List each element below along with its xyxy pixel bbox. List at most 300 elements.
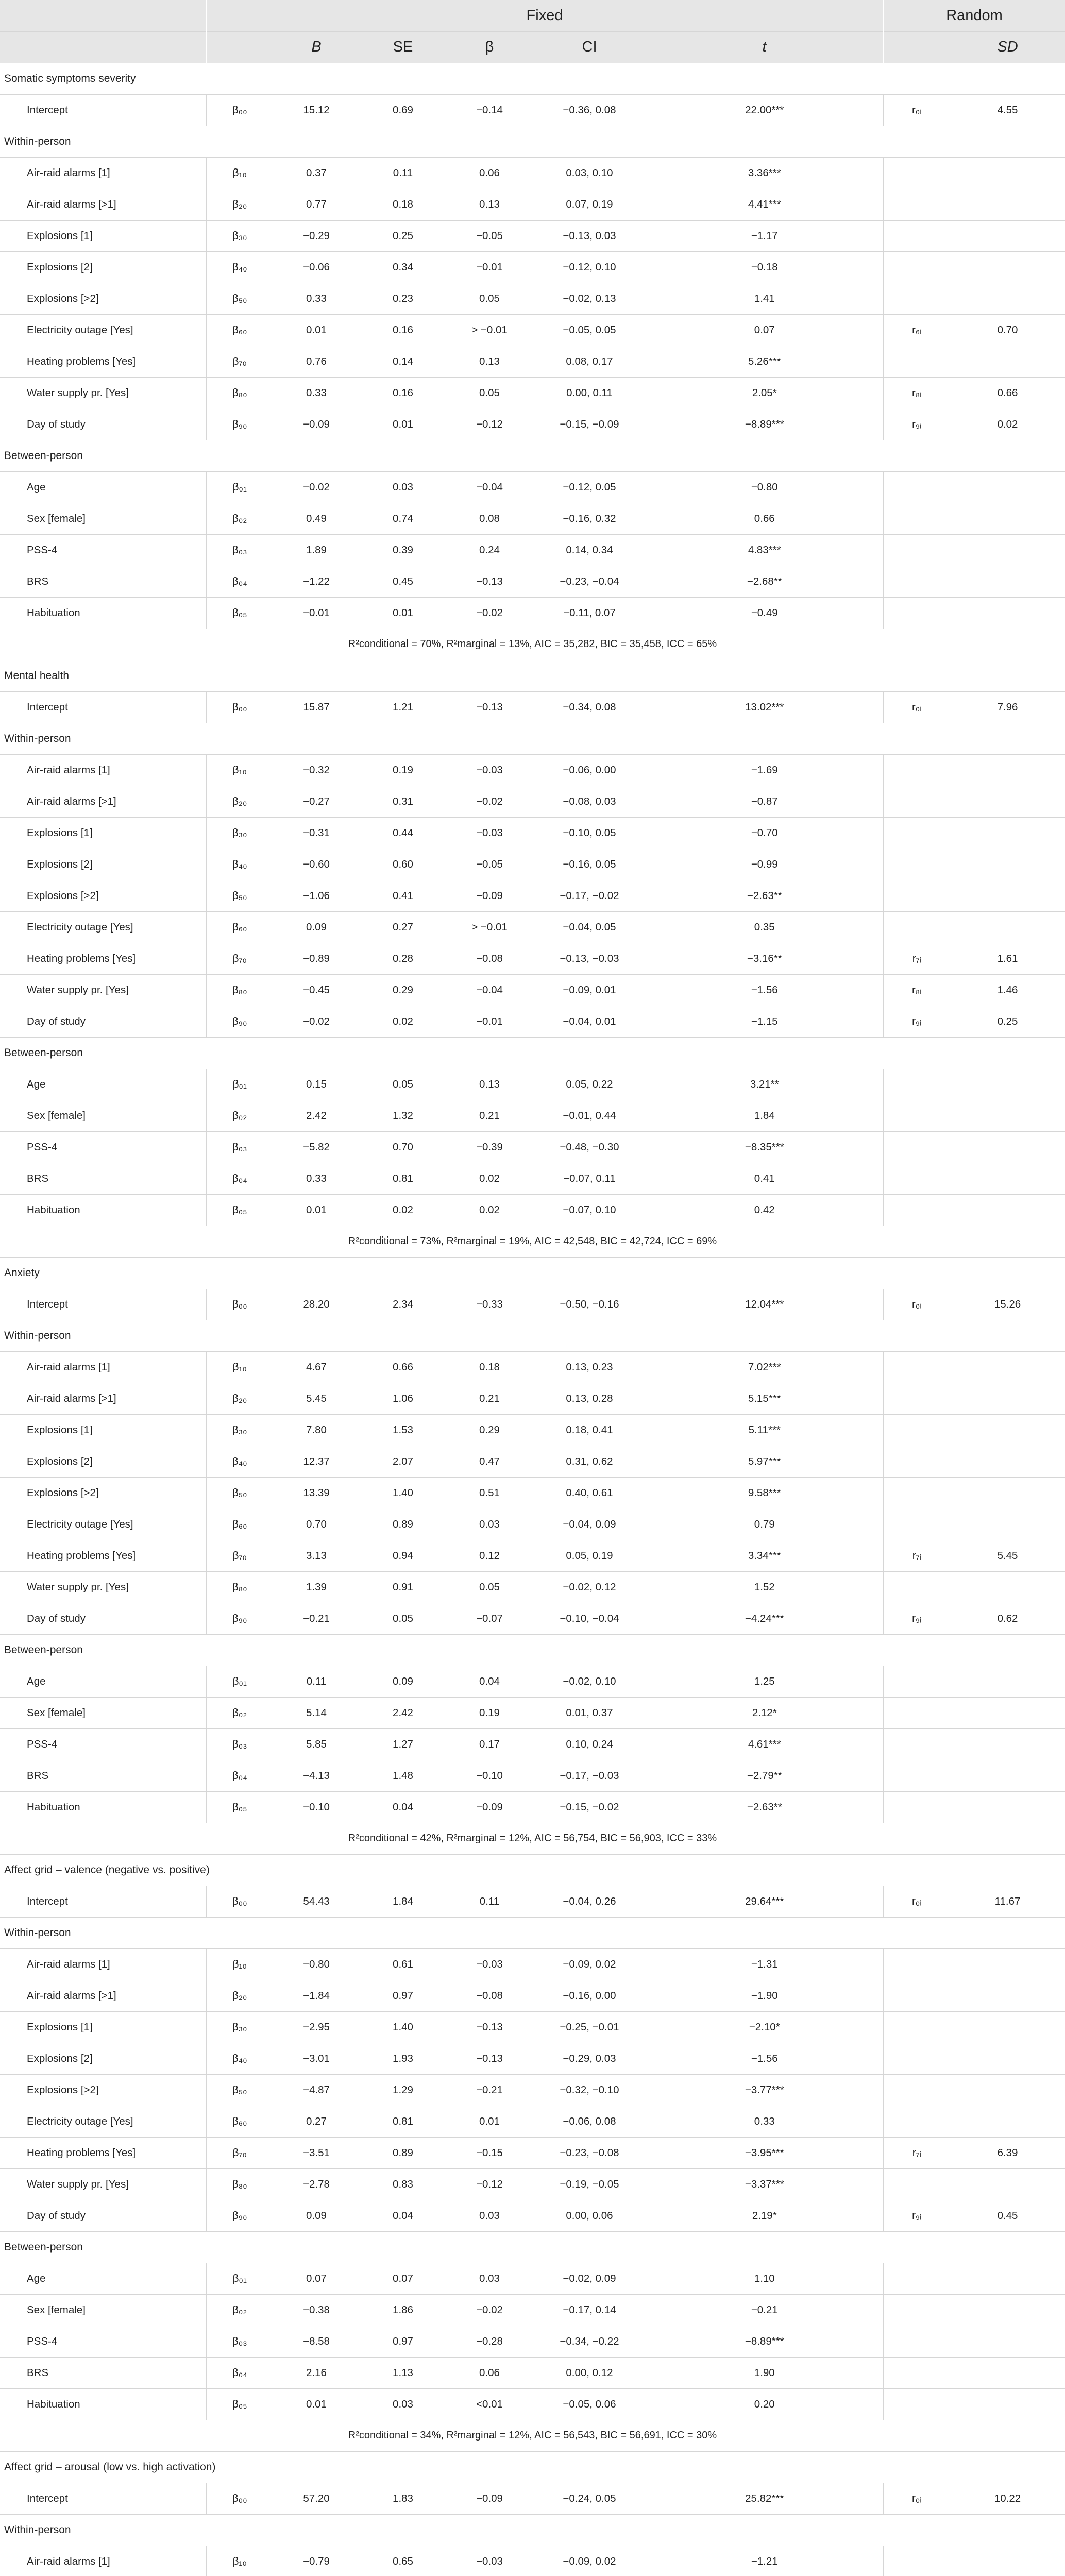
cell-beta: 0.05 — [446, 377, 533, 409]
within-person-row — [0, 189, 1065, 220]
cell-b: −0.32 — [273, 754, 360, 786]
model-fit-row — [0, 2420, 1065, 2451]
row-symbol: β₆₀ — [206, 2106, 273, 2137]
cell-random-symbol: r₀ᵢ — [883, 691, 950, 723]
header-blank — [0, 0, 206, 31]
cell-random-symbol — [883, 566, 950, 597]
cell-t: 1.25 — [646, 1666, 883, 1697]
row-symbol: β₀₀ — [206, 691, 273, 723]
row-label: Sex [female] — [0, 1100, 206, 1131]
cell-random-sd: 10.22 — [950, 2483, 1065, 2514]
cell-random-symbol: r₇ᵢ — [883, 943, 950, 974]
row-symbol: β₀₄ — [206, 2357, 273, 2388]
cell-beta: −0.04 — [446, 974, 533, 1006]
cell-t: 25.82*** — [646, 2483, 883, 2514]
row-label: Day of study — [0, 2200, 206, 2231]
cell-se: 1.21 — [360, 691, 446, 723]
row-label: Age — [0, 1069, 206, 1100]
cell-se: 0.14 — [360, 346, 446, 377]
cell-random-sd — [950, 1163, 1065, 1194]
cell-t: 2.12* — [646, 1697, 883, 1728]
row-symbol: β₀₂ — [206, 503, 273, 534]
row-label: Habituation — [0, 1194, 206, 1226]
cell-random-sd: 6.39 — [950, 2137, 1065, 2168]
cell-se: 0.07 — [360, 2263, 446, 2294]
within-person-row — [0, 346, 1065, 377]
cell-b: 7.80 — [273, 1414, 360, 1446]
cell-beta: 0.06 — [446, 2357, 533, 2388]
section-title-label: Mental health — [0, 660, 1065, 691]
model-fit-stats: R²conditional = 42%, R²marginal = 12%, AIC = 56,754, BIC = 56,903, ICC = 33% — [0, 1823, 1065, 1854]
row-label: BRS — [0, 566, 206, 597]
cell-b: 0.15 — [273, 1069, 360, 1100]
cell-se: 0.11 — [360, 157, 446, 189]
cell-beta: 0.02 — [446, 1194, 533, 1226]
cell-se: 0.29 — [360, 974, 446, 1006]
cell-se: 0.41 — [360, 880, 446, 911]
cell-random-sd: 11.67 — [950, 1886, 1065, 1917]
row-symbol: β₁₀ — [206, 1351, 273, 1383]
within-person-row — [0, 880, 1065, 911]
within-person-row — [0, 2137, 1065, 2168]
row-symbol: β₀₅ — [206, 2388, 273, 2420]
row-label: PSS-4 — [0, 1728, 206, 1760]
cell-se: 1.86 — [360, 2294, 446, 2326]
intercept-row — [0, 1886, 1065, 1917]
row-label: PSS-4 — [0, 1131, 206, 1163]
cell-b: 0.07 — [273, 2263, 360, 2294]
cell-se: 0.02 — [360, 1194, 446, 1226]
cell-t: 0.42 — [646, 1194, 883, 1226]
cell-t: −0.49 — [646, 597, 883, 629]
cell-random-sd — [950, 1666, 1065, 1697]
cell-random-symbol — [883, 1509, 950, 1540]
section-title-label: Anxiety — [0, 1257, 1065, 1289]
cell-beta: 0.13 — [446, 346, 533, 377]
cell-beta: −0.01 — [446, 1006, 533, 1037]
cell-random-symbol — [883, 1100, 950, 1131]
cell-beta: 0.13 — [446, 1069, 533, 1100]
cell-se: 1.40 — [360, 1477, 446, 1509]
cell-ci: 0.00, 0.06 — [533, 2200, 646, 2231]
row-label: Explosions [2] — [0, 849, 206, 880]
cell-b: 0.76 — [273, 346, 360, 377]
row-label: Explosions [>2] — [0, 2074, 206, 2106]
cell-t: −8.89*** — [646, 2326, 883, 2357]
section-title — [0, 660, 1065, 691]
between-person-row — [0, 1697, 1065, 1728]
cell-t: −2.63** — [646, 1791, 883, 1823]
row-label: Air-raid alarms [>1] — [0, 786, 206, 817]
cell-t: −2.79** — [646, 1760, 883, 1791]
cell-t: 0.79 — [646, 1509, 883, 1540]
cell-random-sd — [950, 1980, 1065, 2011]
cell-ci: −0.19, −0.05 — [533, 2168, 646, 2200]
cell-t: −1.17 — [646, 220, 883, 251]
cell-random-sd — [950, 1414, 1065, 1446]
cell-random-symbol — [883, 1383, 950, 1414]
cell-random-symbol: r₀ᵢ — [883, 1289, 950, 1320]
cell-se: 0.16 — [360, 314, 446, 346]
cell-beta: 0.21 — [446, 1100, 533, 1131]
cell-t: 9.58*** — [646, 1477, 883, 1509]
row-label: Intercept — [0, 2483, 206, 2514]
cell-ci: −0.02, 0.12 — [533, 1571, 646, 1603]
within-person-row — [0, 314, 1065, 346]
row-symbol: β₀₅ — [206, 597, 273, 629]
cell-se: 0.01 — [360, 597, 446, 629]
cell-beta: > −0.01 — [446, 911, 533, 943]
cell-random-sd — [950, 534, 1065, 566]
cell-t: −3.95*** — [646, 2137, 883, 2168]
cell-random-symbol — [883, 1571, 950, 1603]
cell-t: 1.84 — [646, 1100, 883, 1131]
row-symbol: β₀₅ — [206, 1194, 273, 1226]
between-person-row — [0, 1163, 1065, 1194]
cell-random-symbol — [883, 1194, 950, 1226]
row-label: Water supply pr. [Yes] — [0, 974, 206, 1006]
cell-se: 1.53 — [360, 1414, 446, 1446]
cell-ci: −0.10, −0.04 — [533, 1603, 646, 1634]
cell-random-symbol: r₉ᵢ — [883, 2200, 950, 2231]
cell-beta: 0.02 — [446, 1163, 533, 1194]
cell-ci: −0.07, 0.10 — [533, 1194, 646, 1226]
cell-random-sd — [950, 911, 1065, 943]
cell-t: 3.36*** — [646, 157, 883, 189]
cell-random-sd: 15.26 — [950, 1289, 1065, 1320]
cell-random-symbol: r₀ᵢ — [883, 2483, 950, 2514]
cell-b: −0.80 — [273, 1948, 360, 1980]
row-symbol: β₀₃ — [206, 1728, 273, 1760]
row-symbol: β₀₃ — [206, 534, 273, 566]
model-fit-row — [0, 629, 1065, 660]
cell-ci: 0.13, 0.23 — [533, 1351, 646, 1383]
row-symbol: β₂₀ — [206, 1383, 273, 1414]
cell-beta: 0.47 — [446, 1446, 533, 1477]
cell-se: 0.27 — [360, 911, 446, 943]
cell-beta: −0.14 — [446, 94, 533, 126]
row-symbol: β₈₀ — [206, 1571, 273, 1603]
header-blank-2 — [0, 31, 206, 63]
cell-t: −2.63** — [646, 880, 883, 911]
cell-t: 3.21** — [646, 1069, 883, 1100]
row-symbol: β₀₁ — [206, 1069, 273, 1100]
between-person-heading — [0, 2231, 1065, 2263]
row-label: Air-raid alarms [1] — [0, 157, 206, 189]
within-person-row — [0, 283, 1065, 314]
cell-se: 0.28 — [360, 943, 446, 974]
cell-se: 0.65 — [360, 2546, 446, 2576]
cell-random-sd — [950, 1100, 1065, 1131]
row-label: Electricity outage [Yes] — [0, 911, 206, 943]
within-person-row — [0, 2043, 1065, 2074]
header-col-sd: SD — [950, 31, 1065, 63]
cell-ci: −0.36, 0.08 — [533, 94, 646, 126]
cell-beta: −0.04 — [446, 471, 533, 503]
cell-b: 3.13 — [273, 1540, 360, 1571]
cell-se: 0.04 — [360, 1791, 446, 1823]
cell-random-sd — [950, 1509, 1065, 1540]
cell-beta: 0.17 — [446, 1728, 533, 1760]
cell-beta: 0.06 — [446, 157, 533, 189]
cell-se: 0.66 — [360, 1351, 446, 1383]
within-person-row — [0, 1603, 1065, 1634]
cell-ci: 0.05, 0.19 — [533, 1540, 646, 1571]
cell-random-sd — [950, 566, 1065, 597]
cell-ci: −0.01, 0.44 — [533, 1100, 646, 1131]
cell-b: −0.09 — [273, 409, 360, 440]
cell-beta: −0.09 — [446, 1791, 533, 1823]
row-symbol: β₃₀ — [206, 817, 273, 849]
cell-random-sd — [950, 2106, 1065, 2137]
cell-beta: −0.13 — [446, 2043, 533, 2074]
cell-ci: −0.09, 0.02 — [533, 1948, 646, 1980]
cell-ci: 0.31, 0.62 — [533, 1446, 646, 1477]
cell-beta: −0.09 — [446, 2483, 533, 2514]
cell-random-sd — [950, 2326, 1065, 2357]
cell-b: 15.12 — [273, 94, 360, 126]
cell-beta: 0.05 — [446, 1571, 533, 1603]
cell-beta: −0.02 — [446, 597, 533, 629]
cell-t: −1.21 — [646, 2546, 883, 2576]
cell-random-symbol — [883, 849, 950, 880]
header-col-b: B — [273, 31, 360, 63]
row-label: Intercept — [0, 691, 206, 723]
row-symbol: β₀₁ — [206, 1666, 273, 1697]
cell-random-sd — [950, 1760, 1065, 1791]
cell-random-sd — [950, 1477, 1065, 1509]
cell-b: 0.01 — [273, 1194, 360, 1226]
cell-random-symbol — [883, 1351, 950, 1383]
cell-random-symbol — [883, 251, 950, 283]
header-col-se: SE — [360, 31, 446, 63]
cell-b: −0.60 — [273, 849, 360, 880]
row-symbol: β₈₀ — [206, 2168, 273, 2200]
cell-b: −0.27 — [273, 786, 360, 817]
cell-b: 2.16 — [273, 2357, 360, 2388]
row-symbol: β₀₂ — [206, 1100, 273, 1131]
cell-t: 1.90 — [646, 2357, 883, 2388]
within-person-row — [0, 220, 1065, 251]
cell-b: −8.58 — [273, 2326, 360, 2357]
cell-ci: −0.16, 0.05 — [533, 849, 646, 880]
cell-random-symbol: r₆ᵢ — [883, 314, 950, 346]
cell-beta: 0.08 — [446, 503, 533, 534]
cell-random-symbol — [883, 220, 950, 251]
cell-se: 2.34 — [360, 1289, 446, 1320]
between-person-row — [0, 566, 1065, 597]
cell-se: 1.93 — [360, 2043, 446, 2074]
within-person-row — [0, 754, 1065, 786]
row-label: PSS-4 — [0, 534, 206, 566]
cell-random-symbol — [883, 1666, 950, 1697]
cell-random-symbol — [883, 1948, 950, 1980]
cell-random-sd: 0.25 — [950, 1006, 1065, 1037]
cell-ci: −0.50, −0.16 — [533, 1289, 646, 1320]
cell-t: 1.10 — [646, 2263, 883, 2294]
cell-ci: −0.04, 0.09 — [533, 1509, 646, 1540]
cell-random-symbol — [883, 1477, 950, 1509]
row-symbol: β₀₃ — [206, 2326, 273, 2357]
cell-random-symbol: r₉ᵢ — [883, 1603, 950, 1634]
cell-t: −4.24*** — [646, 1603, 883, 1634]
cell-ci: 0.08, 0.17 — [533, 346, 646, 377]
cell-random-sd — [950, 503, 1065, 534]
cell-b: −0.06 — [273, 251, 360, 283]
row-label: Explosions [1] — [0, 220, 206, 251]
cell-b: 0.09 — [273, 2200, 360, 2231]
cell-ci: −0.23, −0.08 — [533, 2137, 646, 2168]
cell-beta: −0.39 — [446, 1131, 533, 1163]
header-row-groups — [0, 0, 1065, 31]
cell-random-symbol — [883, 2546, 950, 2576]
cell-random-symbol — [883, 346, 950, 377]
cell-b: −0.38 — [273, 2294, 360, 2326]
within-person-row — [0, 1509, 1065, 1540]
row-symbol: β₀₀ — [206, 94, 273, 126]
between-person-row — [0, 1100, 1065, 1131]
within-person-heading — [0, 2514, 1065, 2546]
cell-b: 1.39 — [273, 1571, 360, 1603]
cell-se: 0.34 — [360, 251, 446, 283]
cell-se: 1.83 — [360, 2483, 446, 2514]
row-symbol: β₉₀ — [206, 409, 273, 440]
cell-beta: 0.24 — [446, 534, 533, 566]
cell-b: 0.01 — [273, 314, 360, 346]
intercept-row — [0, 691, 1065, 723]
cell-b: 0.77 — [273, 189, 360, 220]
section-title-label: Affect grid – valence (negative vs. positive) — [0, 1854, 1065, 1886]
cell-beta: −0.15 — [446, 2137, 533, 2168]
within-person-row — [0, 1351, 1065, 1383]
intercept-row — [0, 94, 1065, 126]
cell-random-symbol — [883, 2168, 950, 2200]
cell-random-symbol — [883, 1163, 950, 1194]
cell-t: −1.15 — [646, 1006, 883, 1037]
cell-se: 0.02 — [360, 1006, 446, 1037]
cell-random-sd — [950, 2357, 1065, 2388]
cell-random-sd — [950, 346, 1065, 377]
cell-se: 0.61 — [360, 1948, 446, 1980]
cell-t: 22.00*** — [646, 94, 883, 126]
row-label: Air-raid alarms [>1] — [0, 1980, 206, 2011]
cell-random-sd — [950, 189, 1065, 220]
cell-beta: −0.02 — [446, 2294, 533, 2326]
row-label: Air-raid alarms [1] — [0, 2546, 206, 2576]
cell-t: 5.97*** — [646, 1446, 883, 1477]
cell-ci: 0.03, 0.10 — [533, 157, 646, 189]
cell-random-sd — [950, 2388, 1065, 2420]
cell-beta: <0.01 — [446, 2388, 533, 2420]
cell-random-symbol: r₈ᵢ — [883, 377, 950, 409]
cell-ci: −0.04, 0.26 — [533, 1886, 646, 1917]
cell-random-symbol — [883, 471, 950, 503]
cell-t: −1.56 — [646, 974, 883, 1006]
row-label: Heating problems [Yes] — [0, 1540, 206, 1571]
cell-se: 0.97 — [360, 2326, 446, 2357]
cell-random-symbol — [883, 1446, 950, 1477]
header-col-beta: β — [446, 31, 533, 63]
cell-se: 0.83 — [360, 2168, 446, 2200]
cell-ci: −0.24, 0.05 — [533, 2483, 646, 2514]
cell-ci: −0.34, −0.22 — [533, 2326, 646, 2357]
cell-ci: −0.16, 0.32 — [533, 503, 646, 534]
row-symbol: β₃₀ — [206, 1414, 273, 1446]
row-label: Air-raid alarms [1] — [0, 1351, 206, 1383]
row-symbol: β₇₀ — [206, 346, 273, 377]
between-person-row — [0, 2388, 1065, 2420]
cell-se: 0.03 — [360, 471, 446, 503]
cell-random-sd — [950, 2294, 1065, 2326]
cell-random-symbol — [883, 817, 950, 849]
row-label: Explosions [2] — [0, 2043, 206, 2074]
cell-random-sd — [950, 1446, 1065, 1477]
between-person-row — [0, 1131, 1065, 1163]
cell-t: −8.89*** — [646, 409, 883, 440]
row-symbol: β₇₀ — [206, 943, 273, 974]
cell-beta: −0.28 — [446, 2326, 533, 2357]
row-symbol: β₁₀ — [206, 157, 273, 189]
cell-se: 1.84 — [360, 1886, 446, 1917]
cell-se: 2.42 — [360, 1697, 446, 1728]
row-label: Water supply pr. [Yes] — [0, 1571, 206, 1603]
cell-se: 1.27 — [360, 1728, 446, 1760]
header-random: Random — [883, 0, 1065, 31]
cell-t: 0.20 — [646, 2388, 883, 2420]
cell-ci: −0.08, 0.03 — [533, 786, 646, 817]
cell-se: 0.01 — [360, 409, 446, 440]
row-label: Electricity outage [Yes] — [0, 2106, 206, 2137]
row-label: Heating problems [Yes] — [0, 346, 206, 377]
cell-se: 1.40 — [360, 2011, 446, 2043]
cell-random-sd — [950, 2011, 1065, 2043]
cell-se: 0.09 — [360, 1666, 446, 1697]
cell-random-symbol — [883, 911, 950, 943]
between-person-heading-label: Between-person — [0, 1037, 1065, 1069]
cell-random-sd — [950, 283, 1065, 314]
cell-random-symbol — [883, 1069, 950, 1100]
cell-random-sd — [950, 1383, 1065, 1414]
cell-ci: 0.00, 0.12 — [533, 2357, 646, 2388]
cell-ci: −0.10, 0.05 — [533, 817, 646, 849]
within-person-row — [0, 786, 1065, 817]
cell-se: 0.25 — [360, 220, 446, 251]
within-person-row — [0, 409, 1065, 440]
row-label: Sex [female] — [0, 1697, 206, 1728]
cell-beta: 0.12 — [446, 1540, 533, 1571]
cell-ci: −0.04, 0.05 — [533, 911, 646, 943]
row-symbol: β₆₀ — [206, 911, 273, 943]
row-symbol: β₅₀ — [206, 1477, 273, 1509]
cell-se: 0.94 — [360, 1540, 446, 1571]
cell-se: 0.16 — [360, 377, 446, 409]
cell-t: −3.37*** — [646, 2168, 883, 2200]
cell-ci: −0.05, 0.05 — [533, 314, 646, 346]
row-label: Day of study — [0, 1006, 206, 1037]
between-person-heading-label: Between-person — [0, 440, 1065, 471]
model-fit-row — [0, 1226, 1065, 1257]
cell-ci: −0.13, −0.03 — [533, 943, 646, 974]
row-label: Heating problems [Yes] — [0, 943, 206, 974]
within-person-row — [0, 1446, 1065, 1477]
within-person-row — [0, 1383, 1065, 1414]
row-symbol: β₄₀ — [206, 251, 273, 283]
cell-random-sd — [950, 817, 1065, 849]
cell-beta: > −0.01 — [446, 314, 533, 346]
cell-random-sd — [950, 251, 1065, 283]
cell-b: −1.84 — [273, 1980, 360, 2011]
cell-b: 13.39 — [273, 1477, 360, 1509]
